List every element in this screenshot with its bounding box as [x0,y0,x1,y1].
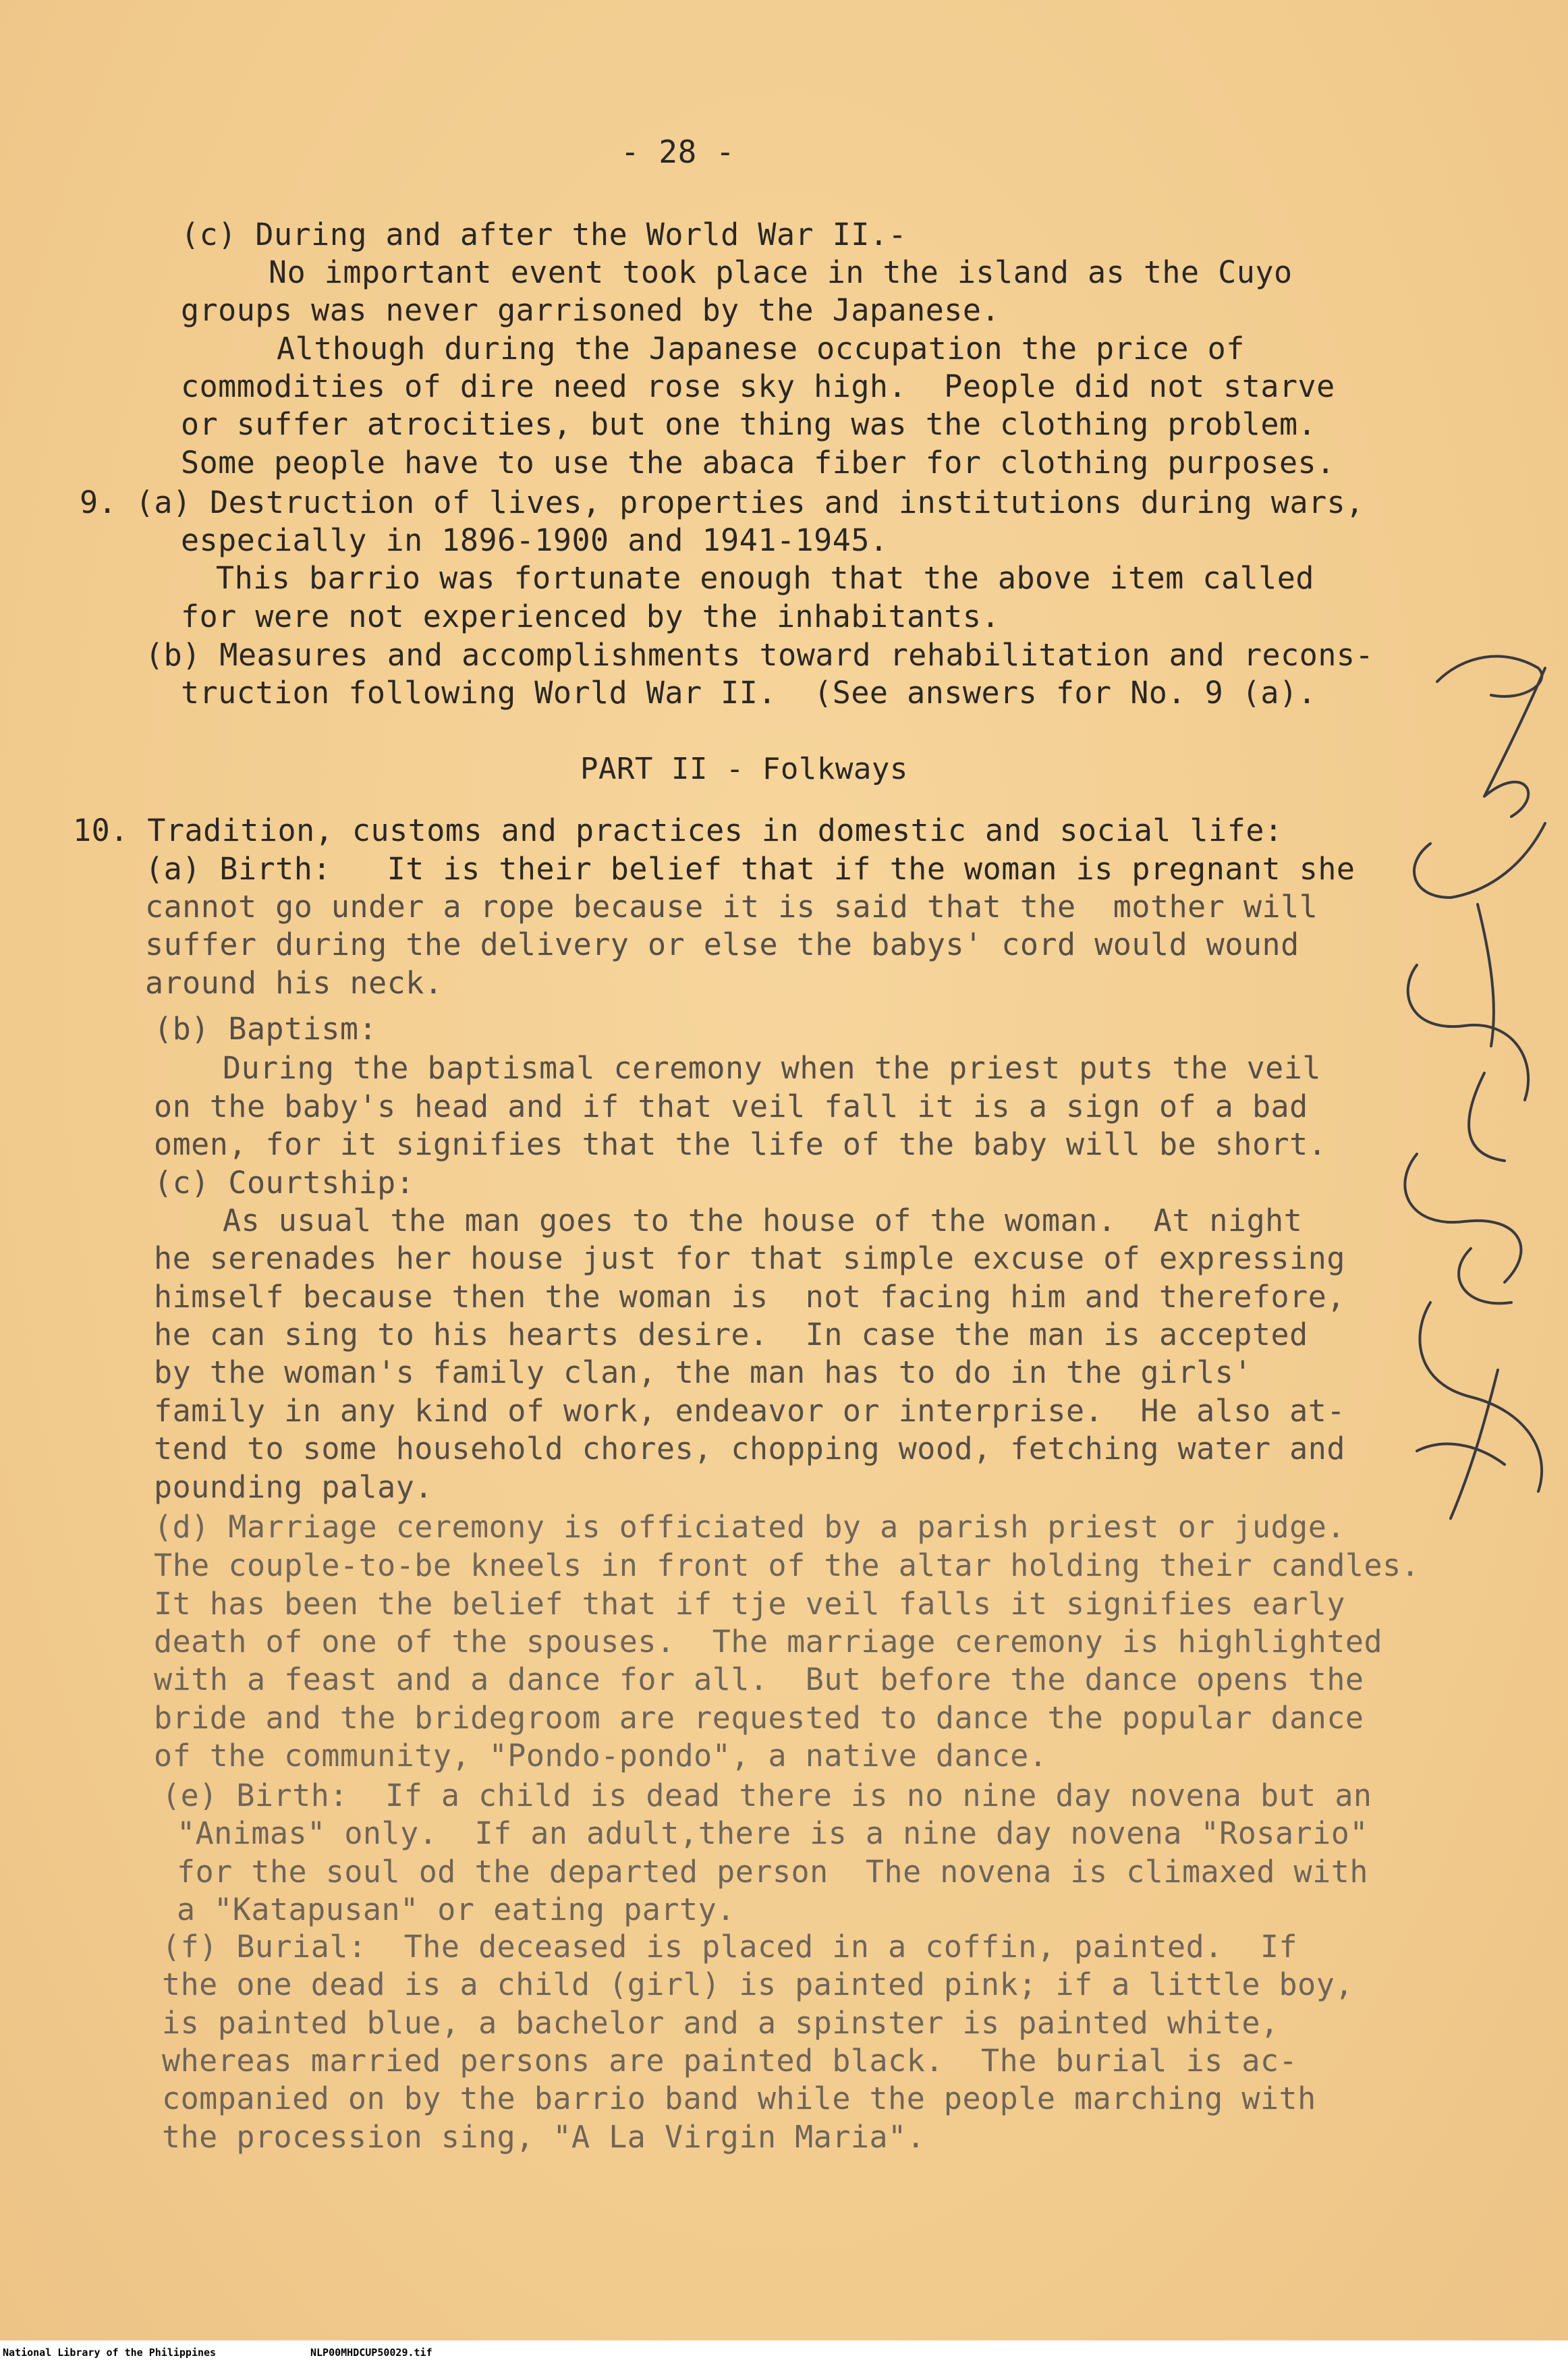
birth-line: around his neck. [145,965,443,1001]
section-c-line: No important event took place in the island as the Cuyo [269,254,1293,290]
courtship-line: by the woman's family clan, the man has to do in the girls' [154,1354,1252,1390]
handwritten-signature [1390,641,1565,1586]
courtship-line: As usual the man goes to the house of the woman. At night [223,1203,1303,1238]
section-c-line: groups was never garrisoned by the Japanese. [181,292,1001,328]
courtship-line: tend to some household chores, chopping wood, fetching water and [154,1431,1345,1466]
marriage-line: death of one of the spouses. The marriage ceremony is highlighted [154,1624,1383,1659]
burial-line: companied on by the barrio band while the people marching with [162,2081,1316,2116]
birth-line: (a) Birth: It is their belief that if the woman is pregnant she [145,851,1355,887]
death-line: "Animas" only. If an adult,there is a nine day novena "Rosario" [177,1815,1368,1851]
birth-line: suffer during the delivery or else the babys' cord would wound [145,927,1299,962]
page-number: - 28 - [621,134,735,170]
burial-line: the procession sing, "A La Virgin Maria". [162,2119,926,2155]
marriage-line: (d) Marriage ceremony is officiated by a parish priest or judge. [154,1509,1345,1545]
section-c-line: commodities of dire need rose sky high. People did not starve [181,368,1335,404]
footer-filename: NLP00MHDCUP50029.tif [310,2346,432,2359]
part-heading: PART II - Folkways [580,752,908,786]
death-line: a "Katapusan" or eating party. [177,1892,735,1927]
marriage-line: with a feast and a dance for all. But before the dance opens the [154,1661,1364,1697]
item-9a-line: for were not experienced by the inhabitants. [181,599,1001,634]
marriage-line: bride and the bridegroom are requested to dance the popular dance [154,1700,1364,1736]
item-9b-line: (b) Measures and accomplishments toward rehabilitation and recons- [145,637,1374,673]
baptism-line: During the baptismal ceremony when the priest puts the veil [223,1050,1321,1086]
section-c-heading: (c) During and after the World War II.- [181,217,907,252]
courtship-line: family in any kind of work, endeavor or interprise. He also at- [154,1393,1345,1429]
section-c-line: Some people have to use the abaca fiber for clothing purposes. [181,445,1335,480]
death-line: (e) Birth: If a child is dead there is no nine day novena but an [162,1778,1372,1813]
baptism-line: omen, for it signifies that the life of the baby will be short. [154,1126,1327,1162]
courtship-line: he can sing to his hearts desire. In case the man is accepted [154,1317,1308,1352]
marriage-line: The couple-to-be kneels in front of the altar holding their candles. [154,1547,1420,1583]
birth-line: cannot go under a rope because it is said that the mother will [145,889,1318,925]
baptism-line: (b) Baptism: [154,1011,378,1047]
item-9a-line: especially in 1896-1900 and 1941-1945. [181,522,889,558]
courtship-line: pounding palay. [154,1469,433,1505]
burial-line: the one dead is a child (girl) is painted pink; if a little boy, [162,1967,1353,2002]
marriage-line: of the community, "Pondo-pondo", a native dance. [154,1738,1048,1774]
burial-line: is painted blue, a bachelor and a spinster is painted white, [162,2005,1279,2041]
item-9a-line: 9. (a) Destruction of lives, properties and institutions during wars, [80,485,1364,520]
death-line: for the soul od the departed person The novena is climaxed with [177,1854,1368,1890]
section-c-line: Although during the Japanese occupation the price of [277,331,1245,366]
courtship-line: he serenades her house just for that simple excuse of expressing [154,1240,1345,1276]
burial-line: whereas married persons are painted black. The burial is ac- [162,2043,1298,2079]
scan-footer [0,2340,1568,2362]
courtship-line: (c) Courtship: [154,1165,415,1201]
marriage-line: It has been the belief that if tje veil falls it signifies early [154,1586,1345,1622]
section-c-line: or suffer atrocities, but one thing was the clothing problem. [181,406,1317,442]
item-9b-line: truction following World War II. (See answers for No. 9 (a). [181,675,1317,711]
courtship-line: himself because then the woman is not facing him and therefore, [154,1279,1345,1315]
item-9a-line: This barrio was fortunate enough that the above item called [216,560,1314,596]
burial-line: (f) Burial: The deceased is placed in a coffin, painted. If [162,1929,1298,1965]
footer-library: National Library of the Philippines [3,2346,217,2359]
baptism-line: on the baby's head and if that veil fall it is a sign of a bad [154,1089,1308,1124]
item-10-intro: 10. Tradition, customs and practices in domestic and social life: [73,813,1283,848]
